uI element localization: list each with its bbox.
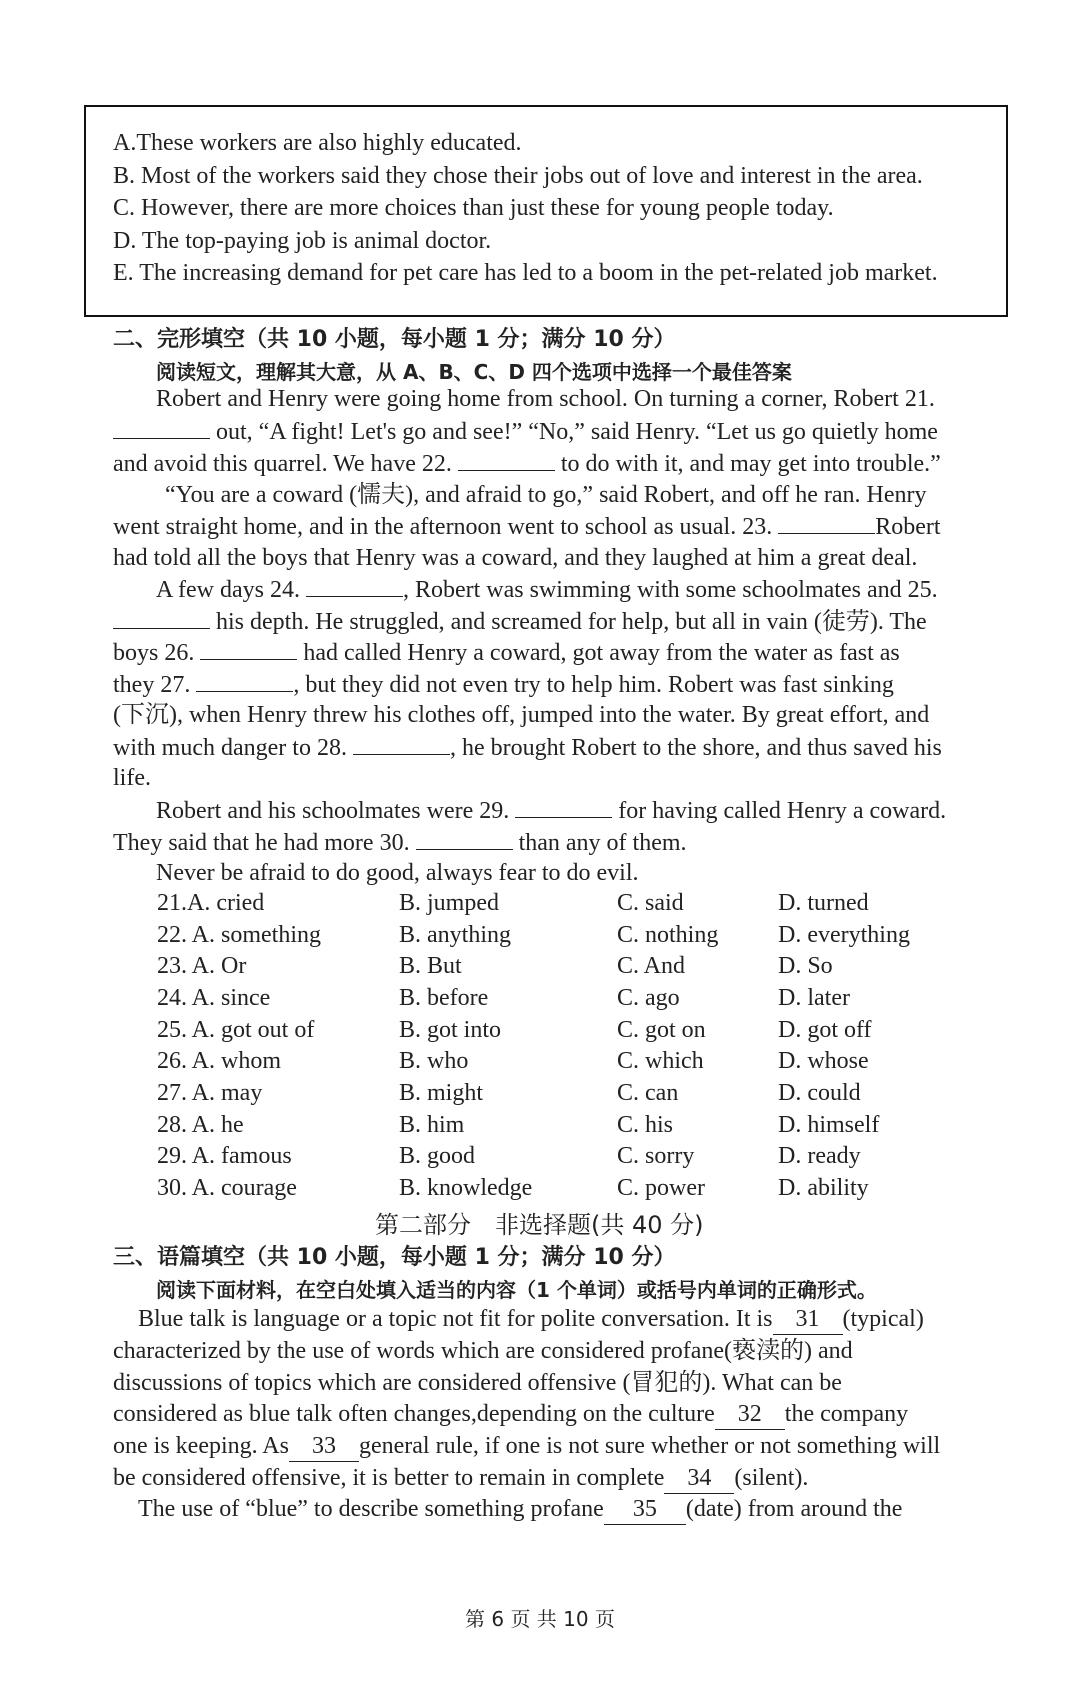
passage-line: one is keeping. As 33 general rule, if one is not sure whether or not something will bbox=[113, 1431, 940, 1462]
answer-blank bbox=[196, 669, 293, 692]
answer-blank bbox=[458, 448, 555, 471]
passage-line: discussions of topics which are considered offensive (冒犯的). What can be bbox=[113, 1370, 842, 1396]
box-option-d: D. The top-paying job is animal doctor. bbox=[113, 227, 492, 254]
passage-line: out, “A fight! Let's go and see!” “No,” said Henry. “Let us go quietly home bbox=[113, 416, 938, 447]
passage-line: be considered offensive, it is better to remain in complete 34 (silent). bbox=[113, 1463, 808, 1494]
passage-line: Blue talk is language or a topic not fit for polite conversation. It is 31 (typical) bbox=[138, 1304, 924, 1335]
passage-line: (下沉), when Henry threw his clothes off, jumped into the water. By great effort, and bbox=[113, 702, 930, 728]
passage-line: considered as blue talk often changes,depending on the culture 32 the company bbox=[113, 1399, 908, 1430]
passage-line: life. bbox=[113, 765, 151, 791]
answer-blank bbox=[306, 574, 403, 597]
cloze-heading: 二、完形填空（共 10 小题，每小题 1 分；满分 10 分） bbox=[113, 327, 676, 352]
cloze-instruction: 阅读短文，理解其大意，从 A、B、C、D 四个选项中选择一个最佳答案 bbox=[156, 360, 792, 384]
passage-line: “You are a coward (懦夫), and afraid to go,” said Robert, and off he ran. Henry bbox=[165, 482, 927, 508]
grammar-fill-instruction: 阅读下面材料，在空白处填入适当的内容（1 个单词）或括号内单词的正确形式。 bbox=[156, 1278, 877, 1302]
question-row: 22. A. something B. anything C. nothing D. everything bbox=[157, 922, 910, 948]
answer-blank: 32 bbox=[715, 1399, 785, 1430]
question-row: 26. A. whom B. who C. which D. whose bbox=[157, 1048, 869, 1074]
passage-line: had told all the boys that Henry was a coward, and they laughed at him a great deal. bbox=[113, 545, 918, 571]
question-row: 27. A. may B. might C. can D. could bbox=[157, 1080, 861, 1106]
answer-blank bbox=[778, 511, 875, 534]
question-row: 23. A. Or B. But C. And D. So bbox=[157, 953, 833, 979]
options-box bbox=[84, 105, 1008, 317]
passage-line: characterized by the use of words which are considered profane(亵渎的) and bbox=[113, 1338, 853, 1364]
box-option-c: C. However, there are more choices than just these for young people today. bbox=[113, 195, 834, 221]
passage-line: and avoid this quarrel. We have 22. to do with it, and may get into trouble.” bbox=[113, 448, 941, 479]
answer-blank: 31 bbox=[773, 1304, 843, 1335]
answer-blank bbox=[353, 732, 450, 755]
passage-line: with much danger to 28. , he brought Robert to the shore, and thus saved his bbox=[113, 732, 942, 763]
passage-line: The use of “blue” to describe something profane 35 (date) from around the bbox=[138, 1494, 902, 1525]
box-option-b: B. Most of the workers said they chose their jobs out of love and interest in the area. bbox=[113, 162, 923, 189]
answer-blank: 34 bbox=[664, 1463, 734, 1494]
question-row: 30. A. courage B. knowledge C. power D. ability bbox=[157, 1175, 869, 1201]
answer-blank: 35 bbox=[604, 1494, 686, 1525]
passage-line: went straight home, and in the afternoon went to school as usual. 23. Robert bbox=[113, 511, 941, 542]
page-footer: 第 6 页 共 10 页 bbox=[465, 1607, 615, 1631]
answer-blank bbox=[200, 637, 297, 660]
question-row: 24. A. since B. before C. ago D. later bbox=[157, 985, 850, 1011]
passage-line: A few days 24. , Robert was swimming with some schoolmates and 25. bbox=[156, 574, 938, 605]
passage-line: boys 26. had called Henry a coward, got away from the water as fast as bbox=[113, 637, 900, 668]
box-option-a: A.These workers are also highly educated. bbox=[113, 130, 522, 156]
question-row: 25. A. got out of B. got into C. got on D. got off bbox=[157, 1017, 872, 1043]
part-two-title: 第二部分 非选择题(共 40 分) bbox=[375, 1211, 704, 1239]
question-row: 28. A. he B. him C. his D. himself bbox=[157, 1112, 880, 1138]
answer-blank bbox=[416, 827, 513, 850]
grammar-fill-heading: 三、语篇填空（共 10 小题，每小题 1 分；满分 10 分） bbox=[113, 1245, 676, 1270]
passage-line: Never be afraid to do good, always fear to do evil. bbox=[156, 860, 639, 886]
question-row: 29. A. famous B. good C. sorry D. ready bbox=[157, 1143, 861, 1169]
answer-blank bbox=[113, 606, 210, 629]
answer-blank: 33 bbox=[289, 1431, 359, 1462]
passage-line: Robert and his schoolmates were 29. for having called Henry a coward. bbox=[156, 795, 946, 826]
question-row: 21.A. cried B. jumped C. said D. turned bbox=[157, 890, 869, 916]
answer-blank bbox=[113, 416, 210, 439]
passage-line: they 27. , but they did not even try to help him. Robert was fast sinking bbox=[113, 669, 894, 700]
passage-line: Robert and Henry were going home from school. On turning a corner, Robert 21. bbox=[156, 386, 935, 412]
answer-blank bbox=[515, 795, 612, 818]
box-option-e: E. The increasing demand for pet care has led to a boom in the pet-related job market. bbox=[113, 260, 938, 286]
passage-line: his depth. He struggled, and screamed for help, but all in vain (徒劳). The bbox=[113, 606, 927, 637]
passage-line: They said that he had more 30. than any of them. bbox=[113, 827, 687, 858]
